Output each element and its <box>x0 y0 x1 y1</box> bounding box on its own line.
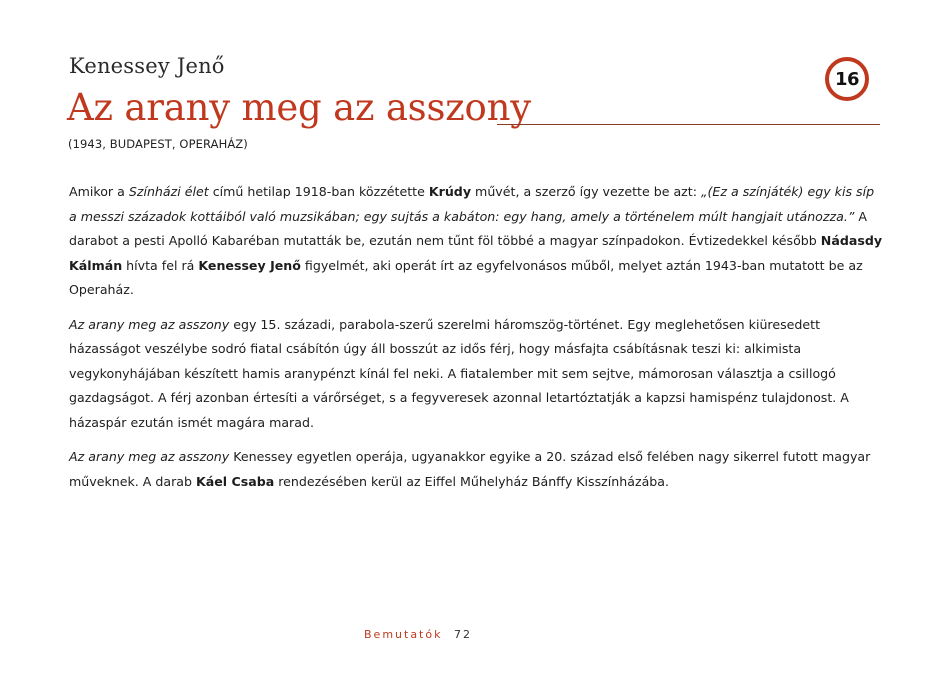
text-span-normal: című hetilap 1918-ban közzétette <box>208 184 429 199</box>
text-span-italic: „(Ez a színjáték) egy kis síp a messzi századok kottáiból való muzsikában; egy sujtás a kabáton: egy hang, amely a történelem múlt hangjait utánozza.” <box>69 184 875 224</box>
paragraph-plot <box>69 313 885 436</box>
text-span-normal: Kenessey egyetlen operája, ugyanakkor egyike a 20. század első felében nagy sikerrel futott magyar műveknek. A darab <box>69 449 871 489</box>
text-span-normal: A darabot a pesti Apolló Kabaréban mutatták be, ezután nem tűnt föl többé a magyar színpadokon. Évtizedekkel később <box>69 208 867 248</box>
text-span-bold: Krúdy <box>428 184 472 199</box>
title-underline-rule <box>497 124 880 125</box>
footer-section-label: Bemutatók <box>364 628 443 641</box>
page-title: Az arany meg az asszony <box>67 86 531 129</box>
text-span-bold: Káel Csaba <box>196 473 275 489</box>
text-span-italic: Színházi élet <box>128 184 209 199</box>
paragraph-production <box>69 445 885 494</box>
text-span-italic: Az arany meg az asszony <box>69 449 230 464</box>
text-span-bold: Nádasdy Kálmán <box>69 233 883 273</box>
author-name: Kenessey Jenő <box>69 54 225 78</box>
text-span-normal: Amikor a <box>69 184 129 199</box>
page-footer <box>364 628 472 641</box>
text-span-bold: Kenessey Jenő <box>198 257 301 273</box>
number-badge <box>825 57 869 101</box>
text-span-normal: rendezésében kerül az Eiffel Műhelyház Bánffy Kisszínházába. <box>274 473 670 489</box>
text-span-normal: művét, a szerző így vezette be azt: <box>471 184 701 199</box>
text-span-normal: hívta fel rá <box>122 257 199 273</box>
text-span-normal: egy 15. századi, parabola-szerű szerelmi háromszög-történet. Egy meglehetősen kiüresedett házasságot veszélybe sodró fiatal csábítón úgy áll bosszút az idős férj, hogy másfajta csábításnak teszi ki: alkimista vegykonyhájában készített hamis aranypénzt kínál fel neki. A fiatalember mit sem sejtve, mámorosan választja a csillogó gazdagságot. A férj azonban értesíti a várőrséget, s a fegyveresek azonnal letartóztatják a kapzsi hamispénz tulajdonost. A házaspár ezután ismét magára marad. <box>69 316 849 430</box>
page-number: 72 <box>453 628 472 641</box>
text-span-italic: Az arany meg az asszony <box>69 316 230 332</box>
badge-number: 16 <box>834 68 860 90</box>
article-body <box>69 180 885 504</box>
production-info: (1943, BUDAPEST, OPERAHÁZ) <box>68 137 248 151</box>
paragraph-intro <box>69 180 885 303</box>
text-span-normal: figyelmét, aki operát írt az egyfelvonásos műből, melyet aztán 1943-ban mutatott be az Operaház. <box>69 257 863 297</box>
